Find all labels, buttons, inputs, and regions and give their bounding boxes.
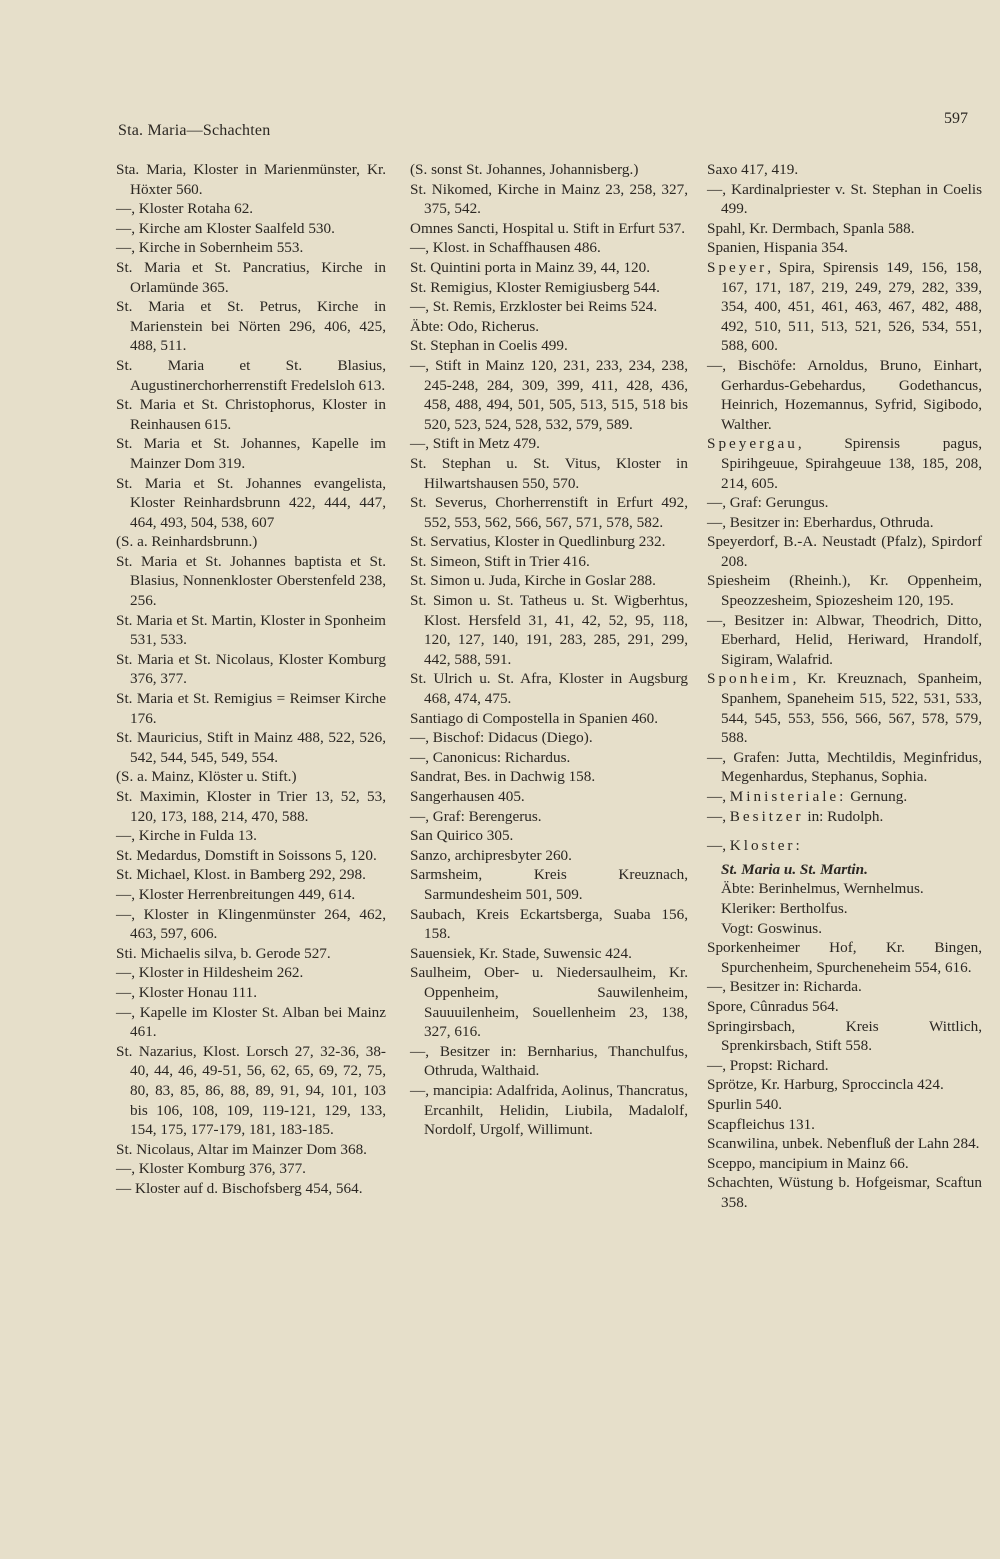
index-entry: Sprötze, Kr. Harburg, Sproccincla 424. — [707, 1076, 944, 1094]
index-entry: —, Canonicus: Richardus. — [410, 748, 571, 766]
index-entry: —, Graf: Berengerus. — [410, 807, 542, 825]
index-entry: —, Besitzer in: Bernharius, Thanchulfus, Othruda, Walthaid. — [410, 1042, 688, 1080]
index-entry: Äbte: Odo, Richerus. — [410, 317, 540, 335]
index-entry: —, St. Remis, Erzkloster bei Reims 524. — [410, 298, 658, 316]
index-entry: St. Nazarius, Klost. Lorsch 27, 32-36, 38-40, 44, 46, 49-51, 56, 62, 65, 69, 72, 75, 80, 83, 85, 86, 88, 89, 91, 94, 101, 103 bis 106, 108, 109, 119-121, 129, 133, 154, 175, 177-179, 181, 183-185. — [116, 1042, 386, 1139]
index-entry: —, Kloster in Hildesheim 262. — [116, 964, 304, 982]
index-entry: St. Maria et St. Remigius = Reimser Kirche 176. — [116, 690, 386, 727]
index-entry: Sauensiek, Kr. Stade, Suwensic 424. — [410, 944, 632, 962]
index-entry: Saulheim, Ober- u. Niedersaulheim, Kr. Oppenheim, Sauwilenheim, Sauuuilenheim, Souellenheim 23, 138, 327, 616. — [410, 964, 688, 1041]
index-entry: St. Maria et St. Nicolaus, Kloster Komburg 376, 377. — [116, 650, 386, 688]
index-entry: —, Bischöfe: Arnoldus, Bruno, Einhart, Gerhardus-Gebehardus, Godethancus, Heinrich, Hozemannus, Syfrid, Sigibodo, Walther. — [707, 356, 982, 433]
index-entry: St. Quintini porta in Mainz 39, 44, 120. — [410, 258, 651, 276]
index-entry: —, Besitzer in: Richarda. — [707, 978, 862, 996]
index-entry: —, Kloster Honau 111. — [116, 983, 258, 1001]
index-entry: St. Stephan in Coelis 499. — [410, 337, 568, 355]
index-entry: St. Servatius, Kloster in Quedlinburg 232. — [410, 533, 666, 551]
index-entry: —, Kirche am Kloster Saalfeld 530. — [116, 219, 335, 237]
index-entry: Spiesheim (Rheinh.), Kr. Oppenheim, Speozzesheim, Spiozesheim 120, 195. — [707, 572, 982, 610]
index-entry: Sceppo, mancipium in Mainz 66. — [707, 1154, 909, 1172]
index-entry: —, Kloster Komburg 376, 377. — [116, 1160, 306, 1178]
index-entry: — Kloster auf d. Bischofsberg 454, 564. — [116, 1179, 363, 1197]
index-entry: St. Stephan u. St. Vitus, Kloster in Hilwartshausen 550, 570. — [410, 454, 688, 492]
index-entry: Kleriker: Bertholfus. — [721, 899, 848, 917]
index-column-1 — [116, 160, 386, 1198]
index-entry: —, Kloster Rotaha 62. — [116, 200, 254, 218]
index-entry: —, Kapelle im Kloster St. Alban bei Mainz 461. — [116, 1003, 386, 1041]
index-entry: —, Kirche in Fulda 13. — [116, 827, 257, 845]
index-entry: St. Ulrich u. St. Afra, Kloster in Augsburg 468, 474, 475. — [410, 670, 688, 708]
index-entry: Sti. Michaelis silva, b. Gerode 527. — [116, 944, 331, 962]
index-entry: Santiago di Compostella in Spanien 460. — [410, 709, 659, 727]
index-entry: Scanwilina, unbek. Nebenfluß der Lahn 284. — [707, 1135, 980, 1153]
index-entry: St. Maria et St. Blasius, Augustinerchorherrenstift Fredelsloh 613. — [116, 356, 386, 394]
index-column-2 — [410, 160, 688, 1140]
index-entry: Sporkenheimer Hof, Kr. Bingen, Spurchenheim, Spurcheneheim 554, 616. — [707, 939, 982, 976]
index-entry: Sangerhausen 405. — [410, 788, 525, 805]
index-entry: St. Medardus, Domstift in Soissons 5, 120. — [116, 846, 377, 864]
index-entry: —, mancipia: Adalfrida, Aolinus, Thancratus, Ercanhilt, Helidin, Liubila, Madalolf, Nordolf, Urgolf, Willimunt. — [410, 1081, 688, 1139]
index-entry-besitzer: —, Besitzer in: Rudolph. — [707, 807, 884, 825]
index-entry: Speyerdorf, B.-A. Neustadt (Pfalz), Spirdorf 208. — [707, 533, 982, 570]
index-entry: Springirsbach, Kreis Wittlich, Sprenkirsbach, Stift 558. — [707, 1017, 982, 1055]
index-entry: St. Michael, Klost. in Bamberg 292, 298. — [116, 866, 366, 884]
running-head: Sta. Maria—Schachten — [118, 122, 271, 139]
index-entry: St. Maria et St. Johannes evangelista, Kloster Reinhardsbrunn 422, 444, 447, 464, 493, 504, 538, 607 — [116, 474, 386, 531]
index-entry: St. Maria et St. Martin, Kloster in Sponheim 531, 533. — [116, 611, 386, 649]
index-entry: —, Klost. in Schaffhausen 486. — [410, 239, 601, 257]
index-entry: Sanzo, archipresbyter 260. — [410, 846, 572, 864]
index-entry: (S. a. Reinhardsbrunn.) — [116, 533, 258, 551]
index-entry: Sandrat, Bes. in Dachwig 158. — [410, 768, 596, 786]
index-entry: —, Besitzer in: Albwar, Theodrich, Ditto, Eberhard, Helid, Heriward, Hrandolf, Sigiram, Walafrid. — [707, 611, 982, 668]
index-entry-ministeriale: —, Ministeriale: Gernung. — [707, 788, 908, 805]
index-entry: Scapfleichus 131. — [707, 1115, 815, 1133]
index-column-3 — [707, 160, 982, 1212]
index-entry: St. Nicolaus, Altar im Mainzer Dom 368. — [116, 1140, 367, 1158]
index-entry: Vogt: Goswinus. — [721, 919, 822, 937]
page-number: 597 — [944, 110, 968, 127]
index-entry: Schachten, Wüstung b. Hofgeismar, Scaftun 358. — [707, 1174, 982, 1211]
index-entry: St. Maximin, Kloster in Trier 13, 52, 53, 120, 173, 188, 214, 470, 588. — [116, 788, 386, 825]
index-entry-speyergau: Speyergau, Spirensis pagus, Spirihgeuue, Spirahgeuue 138, 185, 208, 214, 605. — [707, 435, 982, 492]
index-entry: St. Maria et St. Johannes baptista et St. Blasius, Nonnenkloster Oberstenfeld 238, 256. — [116, 552, 386, 610]
index-entry: Sarmsheim, Kreis Kreuznach, Sarmundesheim 501, 509. — [410, 866, 688, 903]
index-entry: —, Grafen: Jutta, Mechtildis, Meginfridus, Megenhardus, Stephanus, Sophia. — [707, 748, 982, 786]
index-entry: St. Mauricius, Stift in Mainz 488, 522, 526, 542, 544, 545, 549, 554. — [116, 729, 386, 766]
index-entry: (S. a. Mainz, Klöster u. Stift.) — [116, 768, 297, 786]
index-entry: St. Severus, Chorherrenstift in Erfurt 492, 552, 553, 562, 566, 567, 571, 578, 582. — [410, 494, 688, 531]
index-entry: —, Stift in Mainz 120, 231, 233, 234, 238, 245-248, 284, 309, 399, 411, 428, 436, 458, 488, 494, 501, 505, 513, 515, 518 bis 520, 523, 524, 528, 532, 579, 589. — [410, 356, 688, 433]
index-entry: Spore, Cûnradus 564. — [707, 997, 839, 1015]
index-entry: —, Graf: Gerungus. — [707, 494, 829, 512]
index-entry: —, Bischof: Didacus (Diego). — [410, 729, 593, 747]
index-entry: —, Kloster Herrenbreitungen 449, 614. — [116, 885, 356, 903]
index-entry: Spurlin 540. — [707, 1095, 783, 1113]
index-entry: —, Kardinalpriester v. St. Stephan in Coelis 499. — [707, 180, 982, 218]
index-entry: St. Maria et St. Johannes, Kapelle im Mainzer Dom 319. — [116, 435, 386, 472]
index-entry: —, Kirche in Sobernheim 553. — [116, 239, 304, 257]
index-entry: St. Simon u. Juda, Kirche in Goslar 288. — [410, 572, 656, 590]
index-entry: Spahl, Kr. Dermbach, Spanla 588. — [707, 219, 915, 237]
index-entry: St. Simeon, Stift in Trier 416. — [410, 552, 590, 570]
index-entry: Omnes Sancti, Hospital u. Stift in Erfurt 537. — [410, 219, 686, 237]
index-entry-sponheim: Sponheim, Kr. Kreuznach, Spanheim, Spanhem, Spaneheim 515, 522, 531, 533, 544, 545, 553, 556, 566, 567, 578, 579, 588. — [707, 670, 982, 747]
index-entry: St. Maria et St. Petrus, Kirche in Marienstein bei Nörten 296, 406, 425, 488, 511. — [116, 298, 386, 355]
index-entry: Saubach, Kreis Eckartsberga, Suaba 156, 158. — [410, 905, 688, 943]
index-entry: St. Simon u. St. Tatheus u. St. Wigberhtus, Klost. Hersfeld 31, 41, 42, 52, 95, 118, 120, 127, 140, 191, 283, 285, 291, 299, 442, 588, 591. — [410, 592, 688, 668]
index-entry: St. Nikomed, Kirche in Mainz 23, 258, 327, 375, 542. — [410, 180, 688, 218]
index-entry: Äbte: Berinhelmus, Wernhelmus. — [721, 880, 924, 898]
index-entry: San Quirico 305. — [410, 827, 514, 845]
index-entry: —, Stift in Metz 479. — [410, 435, 540, 453]
index-entry-kloster: —, Kloster: — [707, 837, 803, 855]
index-entry: (S. sonst St. Johannes, Johannisberg.) — [410, 161, 639, 178]
index-entry: St. Remigius, Kloster Remigiusberg 544. — [410, 278, 660, 296]
index-entry: —, Kloster in Klingenmünster 264, 462, 463, 597, 606. — [116, 905, 386, 943]
index-entry: St. Maria et St. Christophorus, Kloster in Reinhausen 615. — [116, 396, 386, 433]
index-entry: Saxo 417, 419. — [707, 161, 799, 178]
index-entry-speyer: Speyer, Spira, Spirensis 149, 156, 158, 167, 171, 187, 219, 249, 279, 282, 339, 354, 400, 451, 461, 463, 467, 482, 488, 492, 510, 511, 513, 521, 526, 534, 551, 588, 600. — [707, 258, 982, 355]
index-entry: —, Propst: Richard. — [707, 1056, 829, 1074]
index-entry-kloster-name: St. Maria u. St. Martin. — [721, 860, 868, 878]
index-entry: St. Maria et St. Pancratius, Kirche in Orlamünde 365. — [116, 258, 386, 296]
index-entry: —, Besitzer in: Eberhardus, Othruda. — [707, 513, 934, 531]
index-entry: Sta. Maria, Kloster in Marienmünster, Kr. Höxter 560. — [116, 161, 386, 198]
index-entry: Spanien, Hispania 354. — [707, 239, 848, 257]
